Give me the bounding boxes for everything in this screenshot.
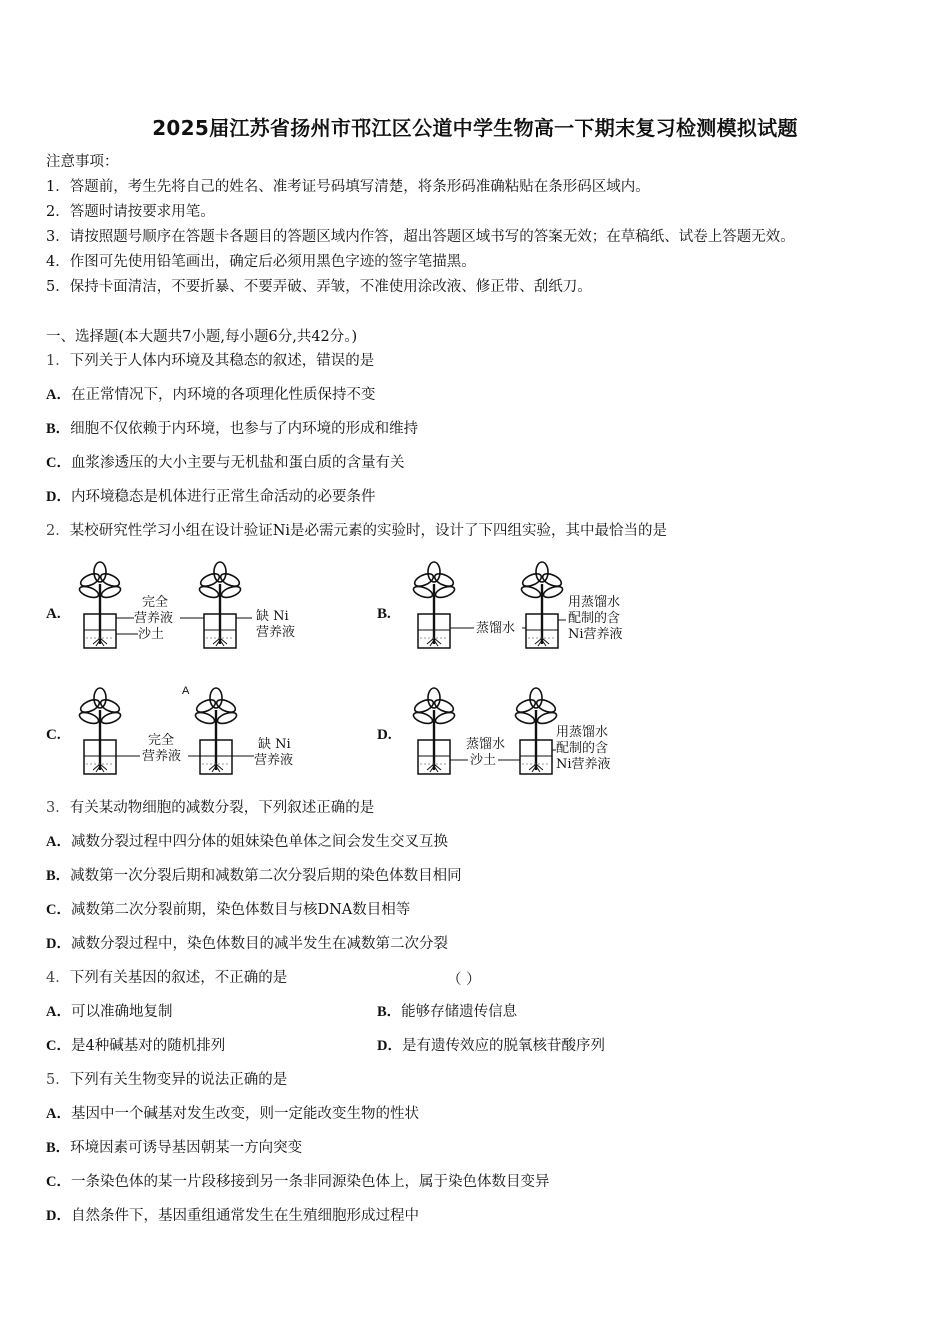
option-c[interactable] — [46, 900, 410, 920]
figure-label: 缺 Ni — [258, 737, 291, 752]
figure-label: 蒸馏水 — [466, 737, 506, 752]
option-letter: D． — [46, 936, 71, 952]
option-text: 环境因素可诱导基因朝某一方向突变 — [70, 1140, 303, 1156]
question-3-stem — [46, 798, 374, 818]
option-letter: A． — [46, 834, 71, 850]
option-text: 在正常情况下，内环境的各项理化性质保持不变 — [70, 387, 376, 403]
figure-label: 营养液 — [254, 753, 294, 768]
figure-label: 完全 — [148, 733, 175, 748]
option-d[interactable] — [46, 934, 448, 954]
figure-label: 营养液 — [142, 749, 182, 764]
option-text: 基因中一个碱基对发生改变，则一定能改变生物的性状 — [70, 1106, 419, 1122]
option-text: 减数分裂过程中，染色体数目的减半发生在减数第二次分裂 — [70, 936, 448, 952]
option-letter: B． — [377, 1004, 402, 1020]
option-text: 是有遗传效应的脱氧核苷酸序列 — [401, 1038, 605, 1054]
question-2-stem — [46, 521, 667, 541]
option-letter: D． — [377, 1038, 402, 1054]
option-b[interactable] — [46, 419, 418, 439]
option-b[interactable] — [377, 1002, 517, 1022]
option-text: 细胞不仅依赖于内环境，也参与了内环境的形成和维持 — [70, 421, 419, 437]
figure-label: 缺 Ni — [256, 609, 289, 624]
option-text: 血浆渗透压的大小主要与无机盐和蛋白质的含量有关 — [70, 455, 405, 471]
notice-heading: 注意事项： — [46, 154, 119, 170]
question-number: 4． — [46, 970, 70, 986]
option-b[interactable] — [46, 866, 462, 886]
answer-paren: （ ） — [447, 972, 481, 988]
option-letter: A． — [46, 1106, 71, 1122]
figure-label: 沙土 — [138, 627, 165, 642]
option-d[interactable]: D. — [377, 727, 392, 743]
option-text: 一条染色体的某一片段移接到另一条非同源染色体上，属于染色体数目变异 — [70, 1174, 550, 1190]
option-c[interactable]: C. — [46, 727, 61, 743]
figure-label: 用蒸馏水 — [568, 595, 621, 610]
option-a[interactable] — [46, 832, 448, 852]
question-text: 下列有关生物变异的说法正确的是 — [69, 1072, 288, 1088]
option-d[interactable] — [46, 487, 375, 507]
option-letter: D． — [46, 1208, 71, 1224]
question-text: 有关某动物细胞的减数分裂，下列叙述正确的是 — [69, 800, 375, 816]
option-c[interactable] — [46, 1036, 225, 1056]
page-title: 2025届江苏省扬州市邗江区公道中学生物高一下期末复习检测模拟试题 — [152, 116, 798, 140]
question-number: 1． — [46, 353, 70, 369]
option-a[interactable] — [46, 385, 375, 405]
option-a[interactable] — [46, 1002, 172, 1022]
figure-label: 配制的含 — [568, 611, 621, 626]
figure-label: 营养液 — [134, 611, 174, 626]
question-number: 2． — [46, 523, 70, 539]
question-text: 下列有关基因的叙述，不正确的是 — [69, 970, 288, 986]
figure-label: 用蒸馏水 — [556, 725, 609, 740]
option-d[interactable] — [46, 1206, 419, 1226]
option-letter: C． — [46, 1174, 71, 1190]
option-text: 减数第一次分裂后期和减数第二次分裂后期的染色体数目相同 — [70, 868, 462, 884]
option-text: 是4种碱基对的随机排列 — [70, 1038, 226, 1054]
figure-d — [400, 680, 660, 780]
option-letter: C． — [46, 902, 71, 918]
question-number: 5． — [46, 1072, 70, 1088]
figure-label: Ni营养液 — [556, 757, 611, 772]
option-a[interactable]: A. — [46, 606, 61, 622]
question-1-stem — [46, 351, 374, 371]
question-text: 某校研究性学习小组在设计验证Ni是必需元素的实验时，设计了下四组实验，其中最恰当的是 — [69, 523, 668, 539]
option-text: 自然条件下，基因重组通常发生在生殖细胞形成过程中 — [70, 1208, 419, 1224]
question-5-stem — [46, 1070, 287, 1090]
figure-a — [70, 558, 330, 658]
option-a[interactable] — [46, 1104, 419, 1124]
notice-item: 3．请按照题号顺序在答题卡各题目的答题区域内作答，超出答题区域书写的答案无效；在草稿纸、试卷上答题无效。 — [46, 229, 795, 245]
option-text: 减数第二次分裂前期，染色体数目与核DNA数目相等 — [70, 902, 411, 918]
option-letter: B． — [46, 1140, 71, 1156]
option-letter: C． — [46, 1038, 71, 1054]
option-letter: B． — [46, 421, 71, 437]
option-c[interactable] — [46, 1172, 549, 1192]
figure-label: 蒸馏水 — [476, 621, 516, 636]
option-text: 可以准确地复制 — [70, 1004, 173, 1020]
option-letter: B． — [46, 868, 71, 884]
figure-label: 沙土 — [470, 753, 497, 768]
figure-b — [400, 558, 660, 658]
question-text: 下列关于人体内环境及其稳态的叙述，错误的是 — [69, 353, 375, 369]
option-text: 内环境稳态是机体进行正常生命活动的必要条件 — [70, 489, 376, 505]
option-letter: C． — [46, 455, 71, 471]
notice-item: 2．答题时请按要求用笔。 — [46, 204, 215, 220]
option-text: 减数分裂过程中四分体的姐妹染色单体之间会发生交叉互换 — [70, 834, 448, 850]
option-b[interactable]: B. — [377, 606, 391, 622]
figure-c — [70, 680, 330, 780]
notice-item: 1．答题前，考生先将自己的姓名、准考证号码填写清楚，将条形码准确粘贴在条形码区域内。 — [46, 179, 650, 195]
section-heading: 一、选择题(本大题共7小题,每小题6分,共42分。) — [46, 329, 358, 345]
option-b[interactable] — [46, 1138, 302, 1158]
option-c[interactable] — [46, 453, 404, 473]
figure-label: 配制的含 — [556, 741, 609, 756]
figure-label: Ni营养液 — [568, 627, 623, 642]
option-text: 能够存储遗传信息 — [401, 1004, 518, 1020]
option-letter: D． — [46, 489, 71, 505]
question-4-stem — [46, 968, 287, 988]
option-letter: A． — [46, 1004, 71, 1020]
figure-label: 营养液 — [256, 625, 296, 640]
notice-item: 5．保持卡面清洁，不要折暴、不要弄破、弄皱，不准使用涂改液、修正带、刮纸刀。 — [46, 279, 592, 295]
question-number: 3． — [46, 800, 70, 816]
option-d[interactable] — [377, 1036, 605, 1056]
notice-item: 4．作图可先使用铅笔画出，确定后必须用黑色字迹的签字笔描黑。 — [46, 254, 476, 270]
figure-mark: A — [182, 685, 190, 697]
figure-label: 完全 — [142, 595, 169, 610]
option-letter: A． — [46, 387, 71, 403]
